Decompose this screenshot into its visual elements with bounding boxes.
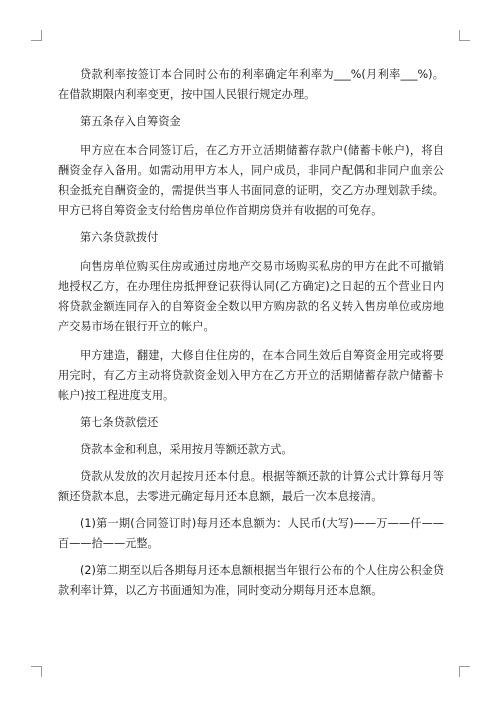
document-body <box>58 65 444 601</box>
paragraph-first-installment: (1)第一期(合同签订时)每月还本息额为：人民币(大写)——万——仟——百——拾——元整。 <box>58 517 444 550</box>
crop-mark-top-right <box>459 30 470 41</box>
heading-article-5: 第五条存入自筹资金 <box>80 115 181 128</box>
paragraph-repayment-method: 贷款本金和利息，采用按月等额还款方式。 <box>80 443 293 456</box>
paragraph-later-installments: (2)第二期至以后各期每月还本息额根据当年银行公布的个人住房公积金贷款利率计算，以乙方书面通知为准，同时变动分期每月还本息额。 <box>58 564 444 597</box>
paragraph-own-funds: 甲方应在本合同签订后，在乙方开立活期储蓄存款户(储蓄卡帐户)，将自酬资金存入备用。如需动用甲方本人，同户成员，非同户配偶和非同户血亲公积金抵充自酬资金的，需提供当事人书面同意的证明，交乙方办理划款手续。甲方已将自筹资金支付给售房单位作首期房贷并有收据的可免存。 <box>58 144 444 217</box>
paragraph-repayment-schedule: 贷款从发放的次月起按月还本付息。根据等额还款的计算公式计算每月等额还贷款本息，去零进元确定每月还本息额，最后一次本息接清。 <box>58 470 444 503</box>
paragraph-interest-rate: 贷款利率按签订本合同时公布的利率确定年利率为___%(月利率___%)。在借款期限内利率变更，按中国人民银行规定办理。 <box>58 68 444 101</box>
paragraph-disbursement-purchase: 向售房单位购买住房或通过房地产交易市场购买私房的甲方在此不可撤销地授权乙方，在办理住房抵押登记获得认同(乙方确定)之日起的五个营业日内将贷款金额连同存入的自筹资金全数以甲方购房款的名义转入售房单位或房地产交易市场在银行开立的帐户。 <box>58 260 444 333</box>
crop-mark-top-left <box>31 30 42 41</box>
crop-mark-bottom-right <box>459 666 470 677</box>
heading-article-6: 第六条贷款拨付 <box>80 231 159 244</box>
heading-article-7: 第七条贷款偿还 <box>80 416 159 429</box>
paragraph-disbursement-construction: 甲方建造，翻建，大修自住住房的，在本合同生效后自筹资金用完或将要用完时，有乙方主动将贷款资金划入甲方在乙方开立的活期储蓄存款户储蓄卡帐户)按工程进度支用。 <box>58 349 444 402</box>
crop-mark-bottom-left <box>31 666 42 677</box>
